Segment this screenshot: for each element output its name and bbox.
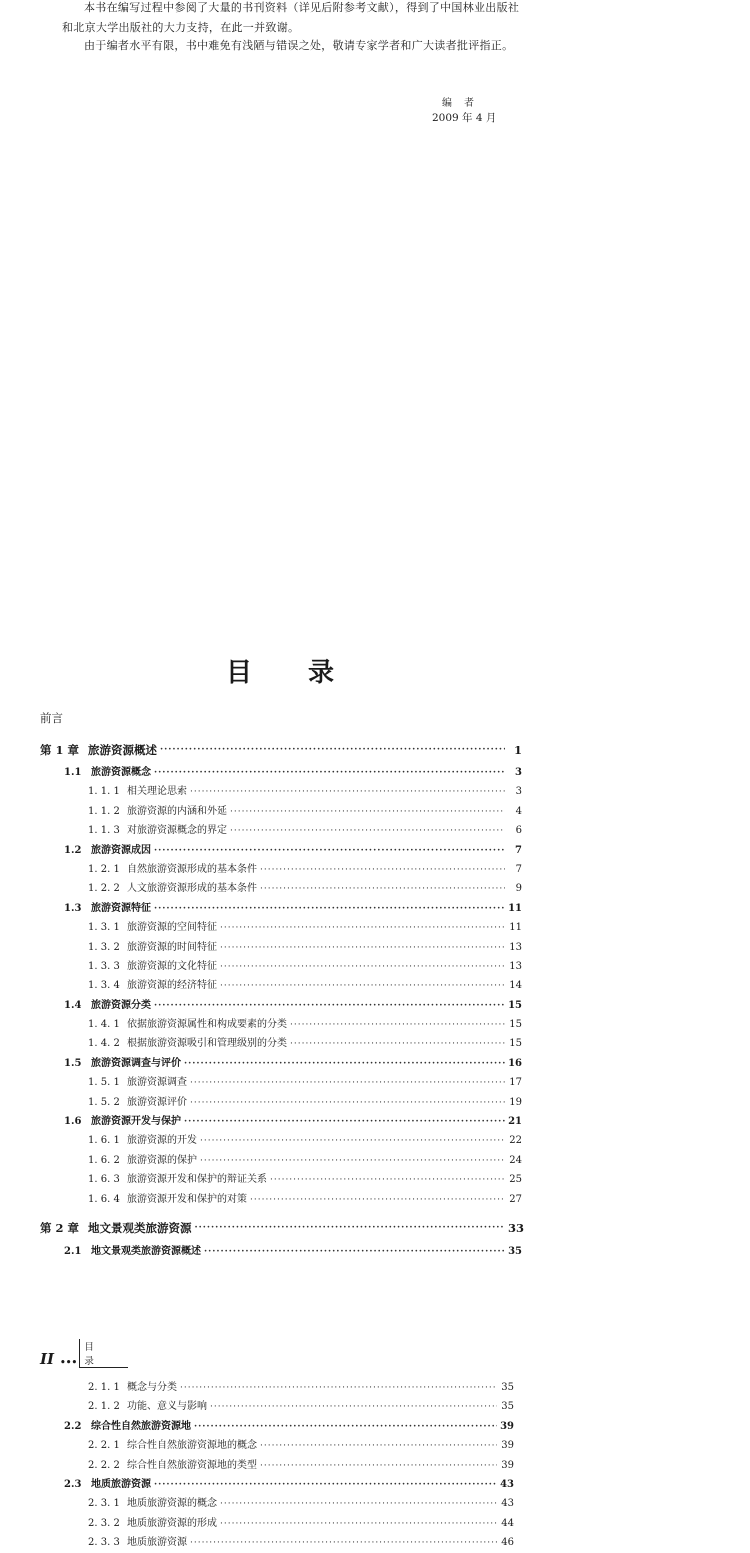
toc-dot-leader xyxy=(200,1156,505,1166)
toc-dot-leader xyxy=(210,1402,497,1412)
toc-entry-number: 2. 1. 1 xyxy=(88,1382,120,1393)
toc-subsection-entry xyxy=(40,918,522,937)
toc-section-entry xyxy=(40,996,522,1015)
running-head-page-number: II xyxy=(40,1350,55,1368)
toc-entry-number: 1. 6. 2 xyxy=(88,1154,120,1166)
toc-entry-title: 综合性自然旅游资源地 xyxy=(91,1420,191,1432)
toc-entry-number: 2.3 xyxy=(64,1478,82,1490)
toc-entry-number: 1. 4. 1 xyxy=(88,1019,120,1031)
toc-entry-page: 3 xyxy=(515,767,522,778)
toc-subsection-entry xyxy=(40,860,522,879)
toc-dot-leader xyxy=(154,768,505,778)
toc-entry-title: 依据旅游资源属性和构成要素的分类 xyxy=(127,1019,287,1031)
toc-entry-page: 7 xyxy=(515,844,522,856)
toc-dot-leader xyxy=(260,865,505,875)
toc-entry-number: 第 1 章 xyxy=(40,742,80,757)
toc-entry-number: 1. 2. 1 xyxy=(88,863,120,875)
toc-entry-title: 地质旅游资源的形成 xyxy=(127,1517,217,1529)
toc-entry-number: 1.4 xyxy=(64,999,82,1011)
toc-dot-leader xyxy=(194,1422,497,1432)
toc-entry-title: 旅游资源开发与保护 xyxy=(91,1116,181,1128)
toc-entry-title: 旅游资源评价 xyxy=(127,1096,187,1108)
toc-entry-number: 2. 2. 2 xyxy=(88,1459,120,1471)
toc-entry-number: 1.6 xyxy=(64,1116,82,1128)
toc-dot-leader xyxy=(250,1195,505,1205)
toc-subsection-entry xyxy=(40,1456,514,1475)
toc-entry-title: 人文旅游资源形成的基本条件 xyxy=(127,883,257,895)
toc-dot-leader xyxy=(220,981,505,991)
toc-subsection-entry xyxy=(40,1093,522,1112)
toc-entry-title: 地质旅游资源 xyxy=(91,1478,151,1490)
toc-subsection-entry xyxy=(40,1015,522,1034)
toc-subsection-entry xyxy=(40,1131,522,1150)
toc-dot-leader xyxy=(230,807,505,817)
toc-entry-title: 旅游资源的文化特征 xyxy=(127,960,217,972)
toc-entry-title: 自然旅游资源形成的基本条件 xyxy=(127,863,257,875)
toc-entry-title: 旅游资源调查 xyxy=(127,1077,187,1089)
toc-entry-page: 3 xyxy=(515,786,522,798)
toc-subsection-entry xyxy=(40,938,522,957)
toc-entry-title: 对旅游资源概念的界定 xyxy=(127,825,227,837)
toc-entry-title: 综合性自然旅游资源地的概念 xyxy=(127,1440,257,1452)
toc-dot-leader xyxy=(220,1499,497,1509)
toc-entry-page: 44 xyxy=(501,1517,514,1529)
toc-entry-number: 1.5 xyxy=(64,1057,82,1069)
toc-entry-number: 第 2 章 xyxy=(40,1221,80,1236)
toc-entry-number: 1. 1. 1 xyxy=(88,786,120,798)
toc-entry-page: 43 xyxy=(500,1478,514,1490)
toc-entry-title: 旅游资源分类 xyxy=(91,999,151,1011)
toc-entry-title: 功能、意义与影响 xyxy=(127,1401,207,1413)
toc-entry-number: 1. 4. 2 xyxy=(88,1038,120,1050)
toc-entry-number: 2. 3. 1 xyxy=(88,1498,120,1510)
preface-paragraph-2: 由于编者水平有限，书中难免有浅陋与错误之处，敬请专家学者和广大读者批评指正。 xyxy=(84,39,514,52)
toc-entry-number: 2. 3. 2 xyxy=(88,1517,120,1529)
toc-entry-title: 旅游资源开发和保护的辩证关系 xyxy=(127,1174,267,1186)
toc-entry-number: 2.1 xyxy=(64,1245,82,1257)
toc-entry-page: 6 xyxy=(515,825,522,837)
toc-entry-number: 1. 6. 4 xyxy=(88,1193,120,1205)
toc-subsection-entry xyxy=(40,1190,522,1209)
toc-entry-page: 27 xyxy=(509,1193,522,1205)
toc-subsection-entry xyxy=(40,1151,522,1170)
signature-date: 2009 年 4 月 xyxy=(432,112,497,124)
signature-role: 编者 xyxy=(442,98,486,109)
toc-entry-title: 旅游资源调查与评价 xyxy=(91,1057,181,1069)
toc-entry-page: 39 xyxy=(500,1420,514,1432)
toc-dot-leader xyxy=(154,1480,497,1490)
toc-subsection-entry xyxy=(40,1034,522,1053)
toc-dot-leader xyxy=(290,1039,505,1049)
toc-dot-leader xyxy=(154,846,505,856)
toc-dot-leader xyxy=(184,1059,505,1069)
toc-dot-leader xyxy=(260,1461,497,1471)
toc-entry-title: 旅游资源特征 xyxy=(91,902,151,914)
toc-entry-title: 旅游资源的时间特征 xyxy=(127,941,217,953)
toc-entry-title: 地质旅游资源的概念 xyxy=(127,1498,217,1510)
toc-dot-leader xyxy=(154,904,505,914)
toc-entry-page: 21 xyxy=(508,1116,522,1128)
toc-section-entry xyxy=(40,841,522,860)
toc-entry-page: 22 xyxy=(509,1135,522,1147)
toc-entry-number: 2. 2. 1 xyxy=(88,1440,120,1452)
toc-preface-entry: 前言 xyxy=(40,711,63,725)
toc-title: 目录 xyxy=(225,658,390,688)
toc-entry-number: 1. 6. 1 xyxy=(88,1135,120,1147)
toc-dot-leader xyxy=(180,1383,497,1393)
toc-entry-title: 旅游资源的保护 xyxy=(127,1154,197,1166)
toc-entry-page: 14 xyxy=(509,980,522,992)
toc-section-entry xyxy=(40,763,522,782)
toc-entry-number: 1. 3. 2 xyxy=(88,941,120,953)
toc-subsection-entry xyxy=(40,1073,522,1092)
toc-subsection-entry xyxy=(40,1533,514,1552)
toc-entry-page: 33 xyxy=(508,1221,525,1236)
toc-dot-leader xyxy=(190,787,505,797)
toc-entry-number: 1. 5. 1 xyxy=(88,1077,120,1089)
toc-dot-leader xyxy=(190,1098,505,1108)
toc-entry-page: 7 xyxy=(515,863,522,875)
toc-entry-page: 39 xyxy=(501,1440,514,1452)
toc-dot-leader xyxy=(290,1020,505,1030)
toc-entry-title: 概念与分类 xyxy=(127,1382,177,1393)
toc-dot-leader xyxy=(204,1247,505,1257)
running-head-dots: ••• xyxy=(60,1358,78,1368)
toc-subsection-entry xyxy=(40,879,522,898)
toc-entry-page: 13 xyxy=(509,941,522,953)
toc-entry-number: 1. 6. 3 xyxy=(88,1174,120,1186)
toc-subsection-entry xyxy=(40,782,522,801)
toc-entry-page: 11 xyxy=(508,902,522,914)
toc-entry-number: 1.2 xyxy=(64,844,82,856)
toc-subsection-entry xyxy=(40,1436,514,1455)
toc-entry-page: 43 xyxy=(501,1498,514,1510)
toc-dot-leader xyxy=(230,826,505,836)
toc-entry-title: 旅游资源的空间特征 xyxy=(127,922,217,934)
toc-entry-page: 4 xyxy=(515,805,522,817)
toc-entry-page: 35 xyxy=(501,1401,514,1413)
toc-dot-leader xyxy=(220,962,505,972)
toc-entry-page: 1 xyxy=(513,742,522,757)
toc-entry-page: 13 xyxy=(509,960,522,972)
toc-entry-page: 11 xyxy=(509,922,522,934)
toc-chapter-entry xyxy=(40,1215,525,1242)
toc-entry-page: 9 xyxy=(515,883,522,895)
running-head xyxy=(40,1342,128,1368)
toc-subsection-entry xyxy=(40,821,522,840)
toc-dot-leader xyxy=(260,1441,497,1451)
toc-dot-leader xyxy=(270,1175,505,1185)
toc-section-entry xyxy=(40,1417,514,1436)
toc-entry-page: 46 xyxy=(501,1537,514,1549)
toc-entry-title: 地文景观类旅游资源概述 xyxy=(91,1245,201,1257)
toc-dot-leader xyxy=(184,1117,505,1127)
toc-entry-page: 35 xyxy=(501,1382,514,1393)
toc-section-entry xyxy=(40,1112,522,1131)
toc-entry-page: 15 xyxy=(508,999,522,1011)
toc-entry-number: 1. 1. 3 xyxy=(88,825,120,837)
toc-subsection-entry xyxy=(40,957,522,976)
toc-subsection-entry xyxy=(40,976,522,995)
toc-continued-list xyxy=(40,1378,514,1553)
toc-dot-leader xyxy=(190,1538,497,1548)
toc-section-entry xyxy=(40,899,522,918)
toc-subsection-entry xyxy=(40,1378,514,1397)
toc-dot-leader xyxy=(195,1223,506,1233)
toc-section-entry xyxy=(40,1475,514,1494)
toc-entry-title: 旅游资源开发和保护的对策 xyxy=(127,1193,247,1205)
toc-entry-page: 15 xyxy=(509,1038,522,1050)
toc-entry-page: 17 xyxy=(509,1077,522,1089)
toc-entry-page: 25 xyxy=(509,1174,522,1186)
toc-section-entry xyxy=(40,1054,522,1073)
toc-subsection-entry xyxy=(40,1397,514,1416)
toc-entry-title: 旅游资源的经济特征 xyxy=(127,980,217,992)
toc-dot-leader xyxy=(160,745,505,755)
toc-dot-leader xyxy=(200,1136,505,1146)
toc-entry-page: 19 xyxy=(509,1096,522,1108)
toc-entry-page: 35 xyxy=(508,1245,522,1257)
toc-entry-number: 2. 3. 3 xyxy=(88,1537,120,1549)
toc-subsection-entry xyxy=(40,1514,514,1533)
toc-entry-page: 16 xyxy=(508,1057,522,1069)
toc-list xyxy=(40,736,525,1261)
toc-entry-title: 地文景观类旅游资源 xyxy=(88,1221,192,1236)
toc-entry-page: 24 xyxy=(509,1154,522,1166)
toc-entry-title: 根据旅游资源吸引和管理级别的分类 xyxy=(127,1038,287,1050)
running-head-label: 目录 xyxy=(79,1339,128,1368)
toc-entry-number: 1. 3. 1 xyxy=(88,922,120,934)
toc-entry-page: 15 xyxy=(509,1019,522,1031)
toc-dot-leader xyxy=(260,884,505,894)
toc-entry-title: 旅游资源概述 xyxy=(88,742,157,757)
toc-entry-title: 相关理论思索 xyxy=(127,786,187,798)
toc-entry-number: 1. 2. 2 xyxy=(88,883,120,895)
toc-dot-leader xyxy=(190,1078,505,1088)
preface-paragraph-1: 本书在编写过程中参阅了大量的书刊资料（详见后附参考文献），得到了中国林业出版社和北京大学出版社的大力支持，在此一并致谢。 xyxy=(62,1,520,34)
toc-subsection-entry xyxy=(40,1494,514,1513)
toc-dot-leader xyxy=(220,923,505,933)
toc-entry-number: 1. 5. 2 xyxy=(88,1096,120,1108)
toc-entry-number: 1.3 xyxy=(64,902,82,914)
toc-entry-title: 旅游资源的开发 xyxy=(127,1135,197,1147)
toc-entry-number: 2. 1. 2 xyxy=(88,1401,120,1413)
toc-entry-title: 综合性自然旅游资源地的类型 xyxy=(127,1459,257,1471)
toc-dot-leader xyxy=(220,943,505,953)
toc-chapter-entry xyxy=(40,736,522,763)
toc-subsection-entry xyxy=(40,802,522,821)
toc-entry-number: 1. 1. 2 xyxy=(88,805,120,817)
toc-entry-number: 1. 3. 4 xyxy=(88,980,120,992)
toc-entry-title: 旅游资源的内涵和外延 xyxy=(127,805,227,817)
toc-entry-title: 地质旅游资源 xyxy=(127,1537,187,1549)
toc-entry-number: 2.2 xyxy=(64,1420,82,1432)
toc-subsection-entry xyxy=(40,1170,522,1189)
toc-entry-title: 旅游资源概念 xyxy=(91,767,151,778)
toc-dot-leader xyxy=(154,1001,505,1011)
toc-entry-page: 39 xyxy=(501,1459,514,1471)
toc-dot-leader xyxy=(220,1519,497,1529)
toc-entry-number: 1. 3. 3 xyxy=(88,960,120,972)
toc-entry-title: 旅游资源成因 xyxy=(91,844,151,856)
toc-section-entry xyxy=(40,1242,522,1261)
toc-entry-number: 1.1 xyxy=(64,767,82,778)
